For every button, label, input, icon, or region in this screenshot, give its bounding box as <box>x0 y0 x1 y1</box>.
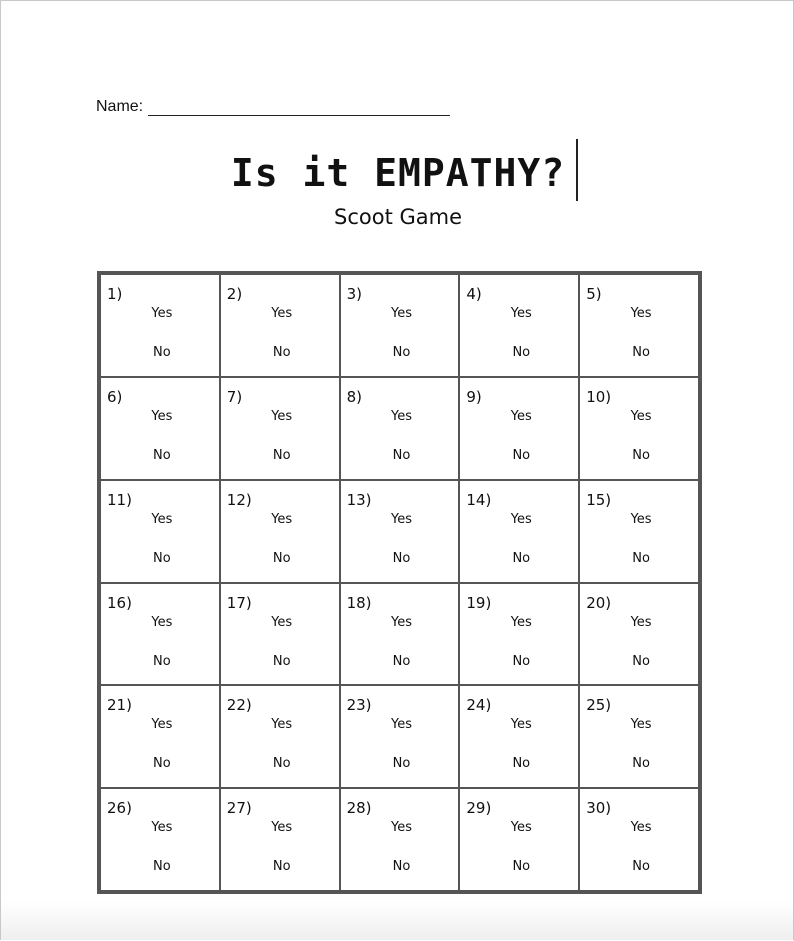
yes-option[interactable]: Yes <box>630 820 652 836</box>
yes-option[interactable]: Yes <box>390 717 412 733</box>
no-option[interactable]: No <box>512 653 531 669</box>
no-option[interactable]: No <box>392 859 411 875</box>
answer-cell <box>459 685 579 788</box>
answer-cell <box>220 788 340 891</box>
answer-cell <box>579 274 699 377</box>
no-option[interactable]: No <box>632 345 650 360</box>
no-option[interactable]: No <box>632 550 650 566</box>
question-number: 20) <box>586 593 612 612</box>
name-label: Name: <box>96 98 144 115</box>
answer-cell <box>220 377 340 480</box>
answer-cell <box>579 788 699 891</box>
no-option[interactable]: No <box>512 447 531 463</box>
text-cursor <box>576 139 578 201</box>
question-number: 13) <box>346 490 372 509</box>
name-field <box>96 97 450 116</box>
yes-option[interactable]: Yes <box>271 614 293 630</box>
question-number: 11) <box>107 490 132 509</box>
question-number: 7) <box>226 387 243 406</box>
answer-cell <box>220 583 340 686</box>
no-option[interactable]: No <box>512 756 531 772</box>
no-option[interactable]: No <box>272 859 291 875</box>
no-option[interactable]: No <box>392 447 411 463</box>
no-option[interactable]: No <box>392 756 411 772</box>
yes-option[interactable]: Yes <box>271 820 293 836</box>
answer-cell <box>459 274 579 377</box>
question-number: 4) <box>466 285 482 303</box>
no-option[interactable]: No <box>272 345 291 360</box>
answer-cell <box>100 480 220 583</box>
answer-cell <box>340 685 460 788</box>
question-number: 8) <box>346 387 362 406</box>
no-option[interactable]: No <box>153 447 171 463</box>
no-option[interactable]: No <box>153 345 171 360</box>
answer-cell <box>579 480 699 583</box>
no-option[interactable]: No <box>392 550 411 566</box>
question-number: 3) <box>346 285 362 303</box>
question-number: 29) <box>466 799 492 818</box>
answer-cell <box>340 480 460 583</box>
no-option[interactable]: No <box>153 756 171 772</box>
question-number: 14) <box>466 490 492 509</box>
no-option[interactable]: No <box>153 550 171 566</box>
answer-cell <box>340 274 460 377</box>
yes-option[interactable]: Yes <box>630 511 652 527</box>
yes-option[interactable]: Yes <box>510 717 532 733</box>
answer-cell <box>340 788 460 891</box>
no-option[interactable]: No <box>153 653 171 669</box>
answer-grid <box>97 271 702 894</box>
yes-option[interactable]: Yes <box>151 717 173 733</box>
question-number: 16) <box>107 593 132 612</box>
answer-cell <box>340 583 460 686</box>
yes-option[interactable]: Yes <box>390 511 412 527</box>
yes-option[interactable]: Yes <box>151 820 173 836</box>
answer-cell <box>100 685 220 788</box>
question-number: 1) <box>107 285 123 303</box>
yes-option[interactable]: Yes <box>151 306 173 321</box>
name-blank-line[interactable] <box>148 97 450 116</box>
answer-cell <box>100 583 220 686</box>
answer-cell <box>459 788 579 891</box>
question-number: 30) <box>586 799 612 818</box>
yes-option[interactable]: Yes <box>151 614 173 630</box>
question-number: 10) <box>586 387 612 406</box>
question-number: 5) <box>586 285 602 303</box>
yes-option[interactable]: Yes <box>271 717 293 733</box>
question-number: 12) <box>226 490 252 509</box>
no-option[interactable]: No <box>632 859 650 875</box>
question-number: 21) <box>107 696 132 715</box>
no-option[interactable]: No <box>272 653 291 669</box>
question-number: 17) <box>226 593 252 612</box>
answer-cell <box>220 274 340 377</box>
answer-cell <box>459 583 579 686</box>
yes-option[interactable]: Yes <box>510 306 532 321</box>
question-number: 22) <box>226 696 252 715</box>
question-number: 23) <box>346 696 372 715</box>
yes-option[interactable]: Yes <box>630 408 652 424</box>
answer-cell <box>579 583 699 686</box>
no-option[interactable]: No <box>512 345 531 360</box>
yes-option[interactable]: Yes <box>390 614 412 630</box>
question-number: 27) <box>226 799 252 818</box>
yes-option[interactable]: Yes <box>390 306 412 321</box>
yes-option[interactable]: Yes <box>510 408 532 424</box>
question-number: 18) <box>346 593 372 612</box>
yes-option[interactable]: Yes <box>630 614 652 630</box>
no-option[interactable]: No <box>512 550 531 566</box>
answer-cell <box>220 480 340 583</box>
question-number: 2) <box>226 285 243 303</box>
answer-cell <box>459 377 579 480</box>
yes-option[interactable]: Yes <box>151 511 173 527</box>
yes-option[interactable]: Yes <box>271 306 293 321</box>
answer-cell <box>340 377 460 480</box>
yes-option[interactable]: Yes <box>390 820 412 836</box>
yes-option[interactable]: Yes <box>510 820 532 836</box>
question-number: 25) <box>586 696 612 715</box>
yes-option[interactable]: Yes <box>271 511 293 527</box>
answer-cell <box>100 274 220 377</box>
question-number: 26) <box>107 799 132 818</box>
answer-cell <box>579 685 699 788</box>
answer-cell <box>100 788 220 891</box>
no-option[interactable]: No <box>512 859 531 875</box>
question-number: 9) <box>466 387 482 406</box>
no-option[interactable]: No <box>632 447 650 463</box>
worksheet-title: Is it EMPATHY? <box>230 151 566 195</box>
yes-option[interactable]: Yes <box>151 408 173 424</box>
no-option[interactable]: No <box>272 756 291 772</box>
yes-option[interactable]: Yes <box>630 717 652 733</box>
yes-option[interactable]: Yes <box>510 614 532 630</box>
no-option[interactable]: No <box>392 653 411 669</box>
yes-option[interactable]: Yes <box>271 408 293 424</box>
no-option[interactable]: No <box>272 447 291 463</box>
question-number: 6) <box>107 387 123 406</box>
answer-cell <box>459 480 579 583</box>
no-option[interactable]: No <box>632 653 650 669</box>
question-number: 15) <box>586 490 612 509</box>
no-option[interactable]: No <box>632 756 650 772</box>
yes-option[interactable]: Yes <box>510 511 532 527</box>
worksheet-subtitle: Scoot Game <box>334 205 462 229</box>
answer-cell <box>579 377 699 480</box>
no-option[interactable]: No <box>153 859 171 875</box>
question-number: 19) <box>466 593 492 612</box>
answer-cell <box>220 685 340 788</box>
yes-option[interactable]: Yes <box>630 306 652 321</box>
no-option[interactable]: No <box>272 550 291 566</box>
yes-option[interactable]: Yes <box>390 408 412 424</box>
question-number: 28) <box>346 799 372 818</box>
question-number: 24) <box>466 696 492 715</box>
answer-cell <box>100 377 220 480</box>
no-option[interactable]: No <box>392 345 411 360</box>
